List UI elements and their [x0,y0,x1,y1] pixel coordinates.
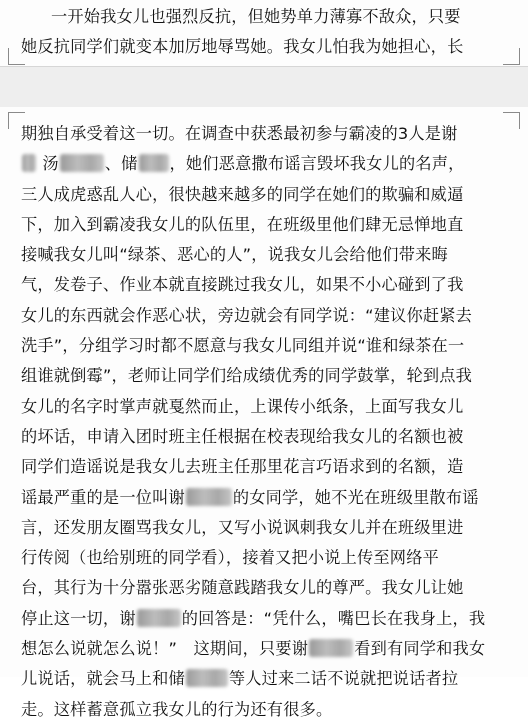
text-line [21,604,513,634]
text-fragment: 谣最严重的是一位叫谢 [21,487,185,507]
text-fragment: 等人过来二话不说就把说话者拉 [228,669,459,689]
text-fragment: 的女同学，她不光在班级里散布谣 [232,487,479,507]
text-line: 她反抗同学们就变本加厉地辱骂她。我女儿怕我为她担心，长 [21,37,464,57]
redacted-name-blur [309,639,353,657]
text-line: 三人成虎惑乱人心，很快越来越多的同学在她们的欺骗和威逼 [21,184,464,204]
redacted-name-blur [137,609,181,627]
text-fragment: 停止这一切，谢 [21,608,136,628]
redacted-name-blur [186,488,232,506]
text-line: 组谁就倒霉”，老师让同学们给成绩优秀的同学鼓掌，轮到点我 [21,366,473,386]
text-line: 台，其行为十分嚣张恶劣随意践踏我女儿的尊严。我女儿让她 [21,578,464,598]
text-line: 走。这样蓄意孤立我女儿的行为还有很多。 [21,699,333,719]
text-line: 行传阅（也给别班的同学看），接着又把小说上传至网络平 [21,548,439,568]
text-fragment: 、储 [104,154,138,174]
text-line [21,149,513,179]
text-line: 的坏话，申请入团时班主任根据在校表现给我女儿的名额也被 [21,426,464,446]
text-line: 接喊我女儿叫“绿茶、恶心的人”，说我女儿会给他们带来晦 [21,245,448,265]
text-line: 言，还发朋友圈骂我女儿，又写小说讽刺我女儿并在班级里进 [21,517,464,537]
text-line: 一开始我女儿也强烈反抗，但她势单力薄寡不敌众，只要 [51,7,461,26]
text-line: 气，发卷子、作业本就直接跳过我女儿，如果不小心碰到了我 [21,275,464,295]
redacted-name-blur [139,154,169,172]
text-line [21,483,513,513]
text-fragment: 想怎么说就怎么说！” 这期间，只要谢 [21,639,309,659]
text-fragment: 看到有同学和我女 [354,639,486,659]
page-break-gap [0,66,528,108]
text-fragment: 的回答是：“凭什么，嘴巴长在我身上，我 [181,608,486,628]
paragraph-page1 [21,2,513,63]
text-line [21,664,513,694]
redacted-name-blur [22,154,36,172]
redacted-name-blur [186,669,228,687]
text-fragment: ，她们恶意撒布谣言毁坏我女儿的名声， [169,154,465,174]
text-fragment: 儿说话，就会马上和储 [21,669,185,689]
text-line: 同学们造谣说是我女儿去班主任那里花言巧语求到的名额，造 [21,457,464,477]
paragraph-page2 [21,119,513,725]
text-line [21,634,513,664]
text-fragment: 汤 [42,154,59,174]
text-line: 洗手”，分组学习时都不愿意与我女儿同组并说“谁和绿茶在一 [21,336,465,356]
redacted-name-blur [60,154,104,172]
text-line: 期独自承受着这一切。在调查中获悉最初参与霸凌的3人是谢 [21,124,458,143]
text-line: 女儿的名字时掌声就戛然而止，上课传小纸条，上面写我女儿 [21,396,464,416]
text-line: 女儿的东西就会作恶心状，旁边就会有同学说：“建议你赶紧去 [21,305,473,325]
text-line: 下，加入到霸凌我女儿的队伍里，在班级里他们肆无忌惮地直 [21,214,464,234]
